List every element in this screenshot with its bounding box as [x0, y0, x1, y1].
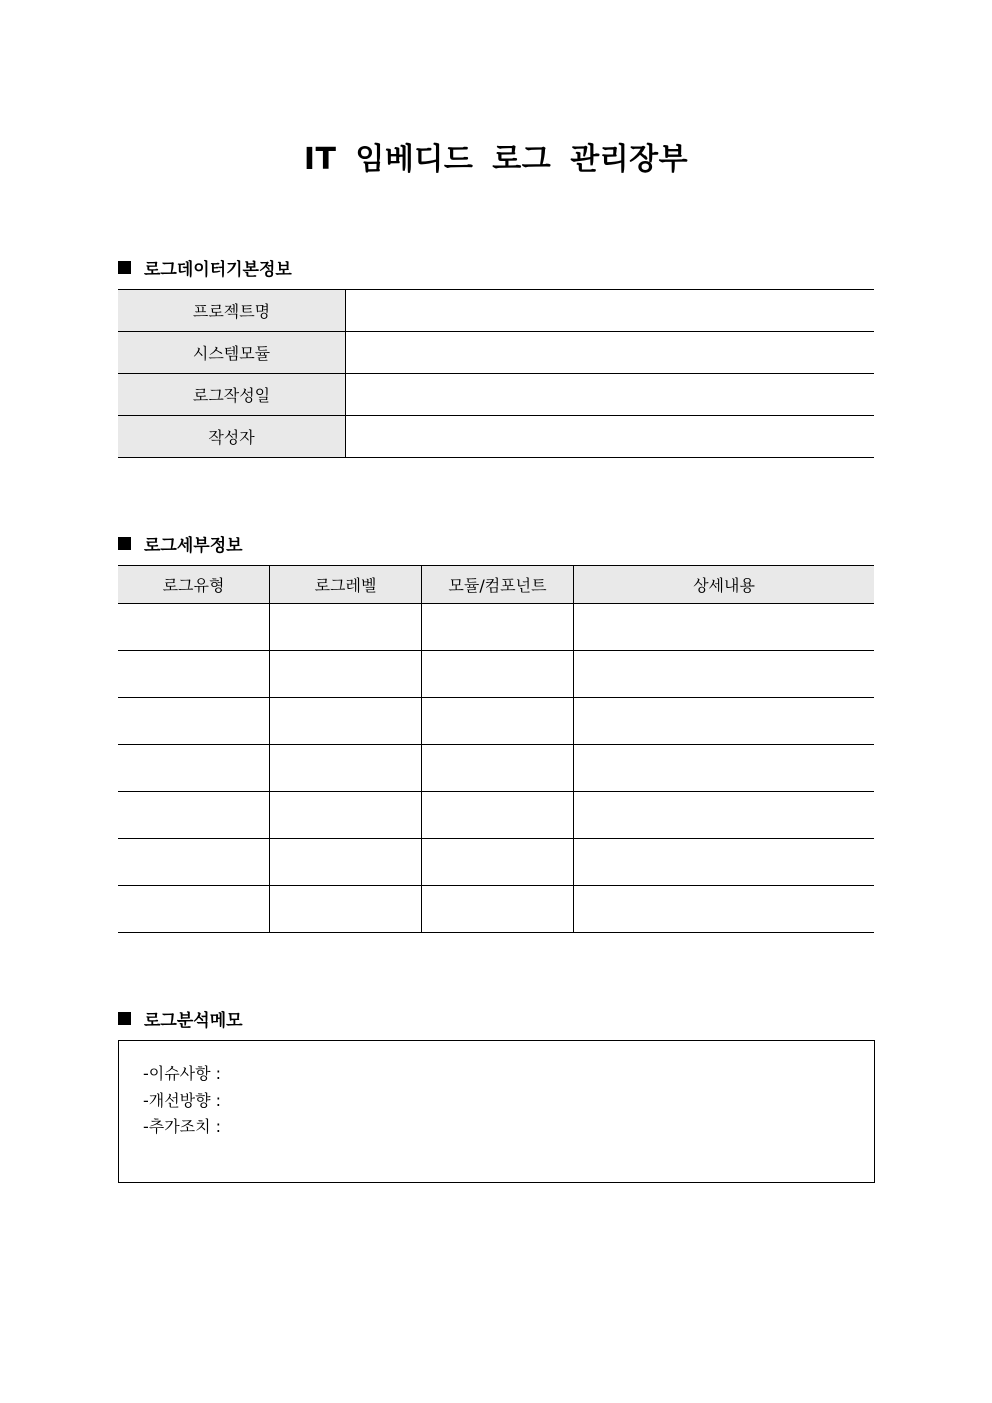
table-cell[interactable] [574, 698, 875, 745]
table-header-row [118, 566, 874, 604]
table-cell[interactable] [270, 604, 422, 651]
table-cell[interactable] [118, 698, 270, 745]
table-cell[interactable] [422, 886, 574, 933]
table-cell[interactable] [422, 698, 574, 745]
page-title: IT 임베디드 로그 관리장부 [303, 142, 689, 177]
table-row [118, 604, 874, 651]
section-heading-label: 로그분석메모 [144, 1011, 243, 1031]
row-label: 시스템모듈 [118, 332, 346, 374]
table-cell[interactable] [270, 698, 422, 745]
table-row [118, 290, 874, 332]
basic-info-table [118, 289, 874, 458]
table-cell[interactable] [422, 792, 574, 839]
table-cell[interactable] [270, 886, 422, 933]
table-row [118, 374, 874, 416]
table-cell[interactable] [118, 604, 270, 651]
table-cell[interactable] [118, 839, 270, 886]
row-value-author[interactable] [346, 416, 875, 458]
table-row [118, 886, 874, 933]
memo-box[interactable] [118, 1040, 875, 1183]
row-value-project-name[interactable] [346, 290, 875, 332]
table-cell[interactable] [574, 886, 875, 933]
section-heading-basic-info [118, 255, 292, 280]
square-bullet-icon [118, 261, 131, 274]
table-cell[interactable] [118, 651, 270, 698]
table-row [118, 698, 874, 745]
memo-line-additional-action: -추가조치 : [143, 1117, 222, 1136]
table-row [118, 839, 874, 886]
square-bullet-icon [118, 537, 131, 550]
row-label: 프로젝트명 [118, 290, 346, 332]
table-cell[interactable] [574, 604, 875, 651]
table-cell[interactable] [574, 745, 875, 792]
table-cell[interactable] [270, 792, 422, 839]
column-header: 모듈/컴포넌트 [422, 566, 574, 604]
table-cell[interactable] [422, 745, 574, 792]
table-cell[interactable] [270, 745, 422, 792]
memo-line-issues: -이슈사항 : [143, 1064, 222, 1083]
table-cell[interactable] [422, 839, 574, 886]
row-label: 작성자 [118, 416, 346, 458]
section-heading-detail-info [118, 531, 243, 556]
memo-line-improvement: -개선방향 : [143, 1091, 222, 1110]
table-cell[interactable] [118, 745, 270, 792]
table-cell[interactable] [422, 604, 574, 651]
table-cell[interactable] [270, 651, 422, 698]
section-heading-label: 로그세부정보 [144, 536, 243, 556]
table-row [118, 792, 874, 839]
table-cell[interactable] [270, 839, 422, 886]
table-row [118, 332, 874, 374]
table-cell[interactable] [118, 886, 270, 933]
table-row [118, 651, 874, 698]
detail-info-table [118, 565, 874, 933]
column-header: 상세내용 [574, 566, 875, 604]
row-value-system-module[interactable] [346, 332, 875, 374]
section-heading-label: 로그데이터기본정보 [144, 260, 292, 280]
table-cell[interactable] [574, 839, 875, 886]
column-header: 로그유형 [118, 566, 270, 604]
table-cell[interactable] [118, 792, 270, 839]
table-cell[interactable] [574, 792, 875, 839]
table-cell[interactable] [422, 651, 574, 698]
table-row [118, 745, 874, 792]
section-heading-memo [118, 1006, 243, 1031]
table-row [118, 416, 874, 458]
square-bullet-icon [118, 1012, 131, 1025]
column-header: 로그레벨 [270, 566, 422, 604]
row-label: 로그작성일 [118, 374, 346, 416]
row-value-log-date[interactable] [346, 374, 875, 416]
table-cell[interactable] [574, 651, 875, 698]
